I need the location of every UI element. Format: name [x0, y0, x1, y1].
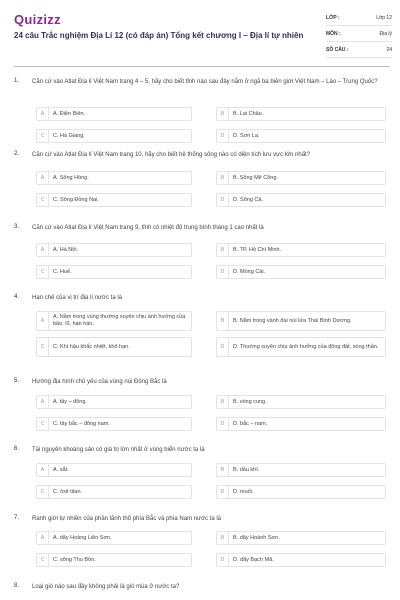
- option-text: D. muối.: [233, 488, 254, 495]
- question-item: [14, 151, 390, 224]
- option-letter: B: [217, 532, 229, 544]
- document-title: 24 câu Trắc nghiệm Địa Lí 12 (có đáp án) Tổng kết chương I – Địa lí tự nhiên: [14, 31, 304, 40]
- option-letter: B: [217, 244, 229, 256]
- meta-row-subject: [326, 26, 392, 42]
- question-number: 3.: [14, 224, 20, 230]
- option-c[interactable]: [36, 337, 192, 357]
- option-text: A. Hà Nội.: [53, 246, 79, 253]
- option-text: D. bắc – nam.: [233, 420, 268, 427]
- option-letter: A: [37, 108, 49, 120]
- question-text: Ranh giới tự nhiên của phần lãnh thổ phía Bắc và phía Nam nước ta là: [32, 516, 222, 522]
- option-letter: B: [217, 108, 229, 120]
- question-item: [14, 378, 390, 446]
- meta-label: SỐ CÂU :: [326, 46, 349, 53]
- question-number: 7.: [14, 515, 20, 521]
- option-text: B. vòng cung.: [233, 398, 267, 405]
- option-b[interactable]: [216, 531, 386, 545]
- question-item: [14, 583, 390, 597]
- option-b[interactable]: [216, 243, 386, 257]
- question-item: [14, 294, 390, 378]
- option-letter: C: [37, 194, 49, 206]
- option-text: B. dãy Hoành Sơn.: [233, 534, 280, 541]
- option-c[interactable]: [36, 553, 192, 567]
- option-d[interactable]: [216, 265, 386, 279]
- question-text: Loại gió nào sau đây không phải là gió mùa ở nước ta?: [32, 584, 180, 590]
- option-letter: B: [217, 396, 229, 408]
- question-number: 4.: [14, 294, 20, 300]
- option-letter: C: [37, 266, 49, 278]
- question-text: Căn cứ vào Atlat Địa lí Việt Nam trang 10, hãy cho biết hệ thống sông nào có diện tích lưu vực lớn nhất?: [32, 152, 311, 158]
- option-c[interactable]: [36, 417, 192, 431]
- option-text: D. dãy Bạch Mã.: [233, 556, 274, 563]
- question-text: Hướng địa hình chủ yếu của vùng núi Đông Bắc là: [32, 379, 167, 385]
- option-text: B. Nằm trong vành đai núi lửa Thái Bình Dương.: [233, 317, 352, 324]
- option-text: B. dầu khí.: [233, 466, 260, 473]
- option-a[interactable]: [36, 107, 192, 121]
- option-d[interactable]: [216, 337, 386, 357]
- option-text: C. Khí hậu khắc nhiệt, khô hạn.: [53, 343, 130, 350]
- option-d[interactable]: [216, 417, 386, 431]
- option-text: D. Sơn La.: [233, 132, 260, 139]
- option-d[interactable]: [216, 129, 386, 143]
- option-d[interactable]: [216, 485, 386, 499]
- option-letter: D: [217, 266, 229, 278]
- option-text: D. Móng Cái.: [233, 268, 266, 275]
- meta-row-class: [326, 10, 392, 26]
- header-divider: [14, 66, 390, 67]
- option-letter: D: [217, 418, 229, 430]
- question-number: 5.: [14, 378, 20, 384]
- option-c[interactable]: [36, 485, 192, 499]
- option-a[interactable]: [36, 395, 192, 409]
- option-letter: C: [37, 338, 49, 356]
- option-text: D. Sông Cả.: [233, 196, 263, 203]
- question-item: [14, 224, 390, 294]
- option-text: A. tây – đông.: [53, 398, 87, 405]
- option-letter: B: [217, 172, 229, 184]
- option-letter: C: [37, 130, 49, 142]
- question-text: Căn cứ vào Atlat Địa lí Việt Nam trang 9, tỉnh có nhiệt độ trung bình tháng 1 cao nhất là: [32, 225, 264, 231]
- option-text: A. sắt.: [53, 466, 69, 473]
- option-text: B. TP. Hồ Chí Minh.: [233, 246, 282, 253]
- question-text: Hạn chế của vị trí địa lí nước ta là: [32, 295, 122, 301]
- option-text: C. sông Thu Bồn.: [53, 556, 96, 563]
- option-c[interactable]: [36, 129, 192, 143]
- option-text: A. Điện Biên.: [53, 110, 86, 117]
- option-a[interactable]: [36, 463, 192, 477]
- option-letter: A: [37, 532, 49, 544]
- question-number: 6.: [14, 446, 20, 452]
- option-letter: D: [217, 130, 229, 142]
- option-letter: B: [217, 464, 229, 476]
- option-b[interactable]: [216, 463, 386, 477]
- meta-panel: [326, 10, 392, 58]
- option-letter: A: [37, 244, 49, 256]
- meta-row-count: [326, 42, 392, 58]
- option-letter: A: [37, 312, 49, 330]
- option-b[interactable]: [216, 171, 386, 185]
- question-item: [14, 515, 390, 583]
- option-letter: A: [37, 172, 49, 184]
- option-c[interactable]: [36, 265, 192, 279]
- option-text: B. Sông Mê Công.: [233, 174, 278, 181]
- meta-value: Địa lý: [379, 30, 392, 37]
- option-letter: D: [217, 338, 229, 356]
- option-a[interactable]: [36, 531, 192, 545]
- option-text: C. Hà Giang.: [53, 132, 85, 139]
- option-text: A. Sông Hồng.: [53, 174, 89, 181]
- option-text: C. Huế.: [53, 268, 72, 275]
- meta-label: LỚP :: [326, 14, 340, 21]
- option-d[interactable]: [216, 193, 386, 207]
- option-b[interactable]: [216, 311, 386, 331]
- question-number: 2.: [14, 151, 20, 157]
- option-text: A. Nằm trong vùng thường xuyên chịu ảnh hưởng của bão, lũ, hạn hán.: [53, 314, 186, 327]
- option-letter: C: [37, 418, 49, 430]
- option-letter: B: [217, 312, 229, 330]
- option-a[interactable]: [36, 311, 192, 331]
- meta-label: MÔN :: [326, 30, 341, 37]
- option-letter: A: [37, 396, 49, 408]
- meta-value: 24: [386, 46, 392, 53]
- option-text: D. Thường xuyên chịu ảnh hưởng của động đất, sóng thần.: [233, 343, 379, 350]
- question-item: [14, 78, 390, 151]
- question-text: Tài nguyên khoáng sản có giá trị lớn nhất ở vùng biển nước ta là: [32, 447, 205, 453]
- option-letter: C: [37, 554, 49, 566]
- option-letter: D: [217, 554, 229, 566]
- quizizz-logo: Quizizz: [14, 12, 61, 27]
- document-header: [0, 0, 400, 62]
- option-text: C. tây bắc – đông nam.: [53, 420, 110, 427]
- option-letter: D: [217, 486, 229, 498]
- question-text: Căn cứ vào Atlat Địa lí Việt Nam trang 4 – 5, hãy cho biết tỉnh nào sau đây nằm ở ngã ba biên giới Việt Nam – Lào – Trung Quốc?: [32, 79, 378, 85]
- option-letter: A: [37, 464, 49, 476]
- option-letter: D: [217, 194, 229, 206]
- question-list: [0, 78, 400, 597]
- option-a[interactable]: [36, 171, 192, 185]
- option-letter: C: [37, 486, 49, 498]
- option-text: B. Lai Châu.: [233, 110, 264, 117]
- option-a[interactable]: [36, 243, 192, 257]
- option-text: C. ôxit titan.: [53, 488, 83, 495]
- question-number: 1.: [14, 78, 20, 84]
- option-c[interactable]: [36, 193, 192, 207]
- question-item: [14, 446, 390, 515]
- option-text: C. Sông Đồng Nai.: [53, 196, 99, 203]
- option-b[interactable]: [216, 395, 386, 409]
- question-number: 8.: [14, 583, 20, 589]
- meta-value: Lớp 12: [376, 14, 392, 21]
- option-d[interactable]: [216, 553, 386, 567]
- option-b[interactable]: [216, 107, 386, 121]
- option-text: A. dãy Hoàng Liên Sơn.: [53, 534, 112, 541]
